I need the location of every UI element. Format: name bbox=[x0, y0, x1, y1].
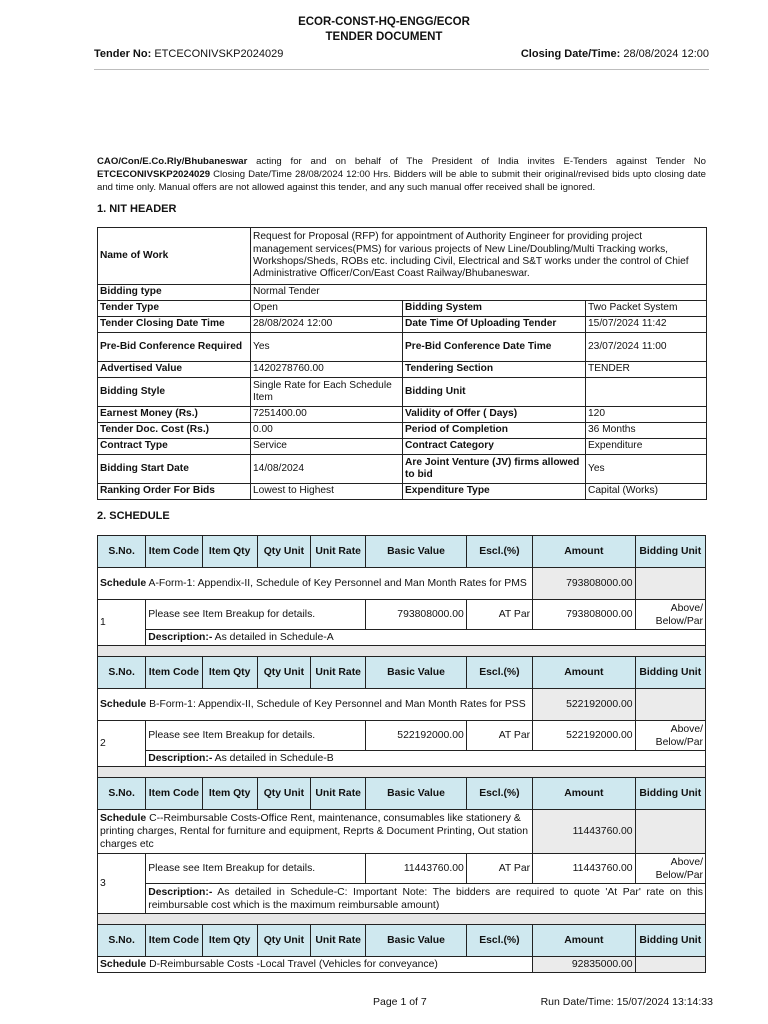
col-header: Escl.(%) bbox=[466, 536, 532, 568]
schedule-header-row bbox=[98, 925, 706, 957]
col-header: Amount bbox=[533, 536, 636, 568]
col-header: Amount bbox=[533, 778, 636, 810]
run-datetime: Run Date/Time: 15/07/2024 13:14:33 bbox=[540, 996, 713, 1008]
col-header: Bidding Unit bbox=[635, 536, 705, 568]
schedule-separator bbox=[98, 767, 706, 778]
amount: 522192000.00 bbox=[533, 721, 636, 751]
bidding-unit: Above/ Below/Par bbox=[635, 600, 705, 630]
nit-value: 28/08/2024 12:00 bbox=[251, 317, 403, 333]
nit-value: Lowest to Highest bbox=[251, 484, 403, 500]
col-header: Amount bbox=[533, 657, 636, 689]
nit-label: Bidding type bbox=[98, 285, 251, 301]
amount: 793808000.00 bbox=[533, 600, 636, 630]
nit-value: Capital (Works) bbox=[586, 484, 707, 500]
nit-value: 15/07/2024 11:42 bbox=[586, 317, 707, 333]
nit-row bbox=[98, 423, 707, 439]
nit-value: 36 Months bbox=[586, 423, 707, 439]
nit-label: Validity of Offer ( Days) bbox=[403, 407, 586, 423]
intro-tender-no: ETCECONIVSKP2024029 bbox=[97, 169, 211, 180]
nit-row bbox=[98, 407, 707, 423]
basic-value: 793808000.00 bbox=[366, 600, 466, 630]
schedule-title-row bbox=[98, 810, 706, 854]
schedule-title-row bbox=[98, 568, 706, 600]
col-header: Unit Rate bbox=[311, 536, 366, 568]
nit-label: Date Time Of Uploading Tender bbox=[403, 317, 586, 333]
nit-label: Period of Completion bbox=[403, 423, 586, 439]
schedule-title-text: C--Reimbursable Costs-Office Rent, maintenance, consumables like stationery & printing charges, Rental for furniture and equipment, Reprts & Document Printing, Out station charges etc bbox=[100, 813, 528, 850]
nit-label: Tender Type bbox=[98, 301, 251, 317]
nit-value: 0.00 bbox=[251, 423, 403, 439]
schedule-bidding-unit bbox=[635, 689, 705, 721]
nit-label: Tendering Section bbox=[403, 362, 586, 378]
section-heading-nit: 1. NIT HEADER bbox=[97, 203, 177, 215]
col-header: Item Code bbox=[146, 925, 202, 957]
col-header: Escl.(%) bbox=[466, 925, 532, 957]
col-header: Unit Rate bbox=[311, 657, 366, 689]
nit-row bbox=[98, 455, 707, 484]
schedule-bidding-unit bbox=[635, 568, 705, 600]
schedule-word: Schedule bbox=[100, 578, 147, 589]
nit-label: Contract Type bbox=[98, 439, 251, 455]
schedule-total: 793808000.00 bbox=[533, 568, 636, 600]
nit-label: Ranking Order For Bids bbox=[98, 484, 251, 500]
nit-row bbox=[98, 333, 707, 362]
item-text: Please see Item Breakup for details. bbox=[146, 600, 366, 630]
schedule-table bbox=[97, 535, 706, 973]
item-row bbox=[98, 721, 706, 751]
col-header: Escl.(%) bbox=[466, 778, 532, 810]
col-header: Qty Unit bbox=[257, 657, 310, 689]
schedule-title bbox=[98, 689, 533, 721]
basic-value: 11443760.00 bbox=[366, 854, 466, 884]
schedule-header-row bbox=[98, 778, 706, 810]
col-header: Qty Unit bbox=[257, 536, 310, 568]
col-header: Bidding Unit bbox=[635, 657, 705, 689]
schedule-title bbox=[98, 957, 533, 973]
col-header: Item Qty bbox=[202, 925, 257, 957]
description bbox=[146, 884, 706, 914]
nit-row bbox=[98, 484, 707, 500]
col-header: Amount bbox=[533, 925, 636, 957]
schedule-title bbox=[98, 568, 533, 600]
col-header: S.No. bbox=[98, 536, 146, 568]
col-header: Item Code bbox=[146, 778, 202, 810]
description-text: As detailed in Schedule-C: Important Note: The bidders are required to quote 'At Par' rate on this reimbursable cost which is the maximum reimbursable amount) bbox=[148, 886, 703, 911]
col-header: Bidding Unit bbox=[635, 925, 705, 957]
nit-label: Pre-Bid Conference Required bbox=[98, 333, 251, 362]
nit-value: Open bbox=[251, 301, 403, 317]
intro-paragraph bbox=[97, 155, 706, 194]
col-header: Unit Rate bbox=[311, 778, 366, 810]
schedule-total: 11443760.00 bbox=[533, 810, 636, 854]
item-text: Please see Item Breakup for details. bbox=[146, 854, 366, 884]
schedule-title bbox=[98, 810, 533, 854]
nit-row bbox=[98, 378, 707, 407]
col-header: Basic Value bbox=[366, 925, 466, 957]
nit-label: Bidding Style bbox=[98, 378, 251, 407]
schedule-separator bbox=[98, 646, 706, 657]
bidding-unit: Above/ Below/Par bbox=[635, 721, 705, 751]
schedule-word: Schedule bbox=[100, 699, 147, 710]
col-header: S.No. bbox=[98, 778, 146, 810]
nit-value: Normal Tender bbox=[251, 285, 707, 301]
nit-label: Bidding Start Date bbox=[98, 455, 251, 484]
description-label: Description:- bbox=[148, 753, 213, 764]
nit-row bbox=[98, 439, 707, 455]
schedule-word: Schedule bbox=[100, 813, 147, 824]
section-heading-schedule: 2. SCHEDULE bbox=[97, 510, 170, 522]
col-header: Qty Unit bbox=[257, 925, 310, 957]
schedule-title-text: D-Reimbursable Costs -Local Travel (Vehicles for conveyance) bbox=[149, 959, 438, 970]
tender-number-label: Tender No: bbox=[94, 48, 152, 60]
col-header: Basic Value bbox=[366, 536, 466, 568]
intro-issuer: CAO/Con/E.Co.Rly/Bhubaneswar bbox=[97, 156, 248, 167]
schedule-separator bbox=[98, 914, 706, 925]
serial-number: 1 bbox=[98, 600, 146, 646]
basic-value: 522192000.00 bbox=[366, 721, 466, 751]
closing-datetime-label: Closing Date/Time: bbox=[520, 48, 621, 60]
closing-datetime bbox=[521, 48, 709, 60]
col-header: Basic Value bbox=[366, 657, 466, 689]
schedule-title-text: A-Form-1: Appendix-II, Schedule of Key Personnel and Man Month Rates for PMS bbox=[148, 578, 527, 589]
nit-value: Expenditure bbox=[586, 439, 707, 455]
nit-label: Expenditure Type bbox=[403, 484, 586, 500]
col-header: S.No. bbox=[98, 657, 146, 689]
header-divider bbox=[94, 69, 709, 70]
description-label: Description:- bbox=[148, 632, 213, 643]
description-text: As detailed in Schedule-A bbox=[214, 632, 334, 643]
nit-row bbox=[98, 317, 707, 333]
nit-row bbox=[98, 362, 707, 378]
description-text: As detailed in Schedule-B bbox=[214, 753, 334, 764]
col-header: Bidding Unit bbox=[635, 778, 705, 810]
nit-value: Two Packet System bbox=[586, 301, 707, 317]
nit-row bbox=[98, 301, 707, 317]
serial-number: 2 bbox=[98, 721, 146, 767]
organization-header: ECOR-CONST-HQ-ENGG/ECOR bbox=[298, 16, 470, 28]
col-header: Item Qty bbox=[202, 657, 257, 689]
col-header: Item Qty bbox=[202, 778, 257, 810]
name-of-work-value: Request for Proposal (RFP) for appointment of Authority Engineer for providing project management services(PMS) for various projects of New Line/Doubling/Multi Tracking works, Workshops/Sheds, ROBs etc. including Civil, Electrical and S&T works under the control of Chief Administrative Officer/Con/East Coast Railway/Bhubaneswar. bbox=[251, 228, 707, 285]
nit-value: Service bbox=[251, 439, 403, 455]
tender-number-value: ETCECONIVSKP2024029 bbox=[154, 48, 284, 60]
nit-label: Tender Closing Date Time bbox=[98, 317, 251, 333]
name-of-work-label: Name of Work bbox=[98, 228, 251, 285]
schedule-header-row bbox=[98, 657, 706, 689]
nit-value: Yes bbox=[251, 333, 403, 362]
nit-value: 23/07/2024 11:00 bbox=[586, 333, 707, 362]
intro-text-2: Closing Date/Time 28/08/2024 12:00 Hrs. Bidders will be able to submit their original/revised bids upto closing date and time only. Manual offers are not allowed against this tender, and any such manual offer received shall be ignored. bbox=[97, 169, 706, 193]
col-header: S.No. bbox=[98, 925, 146, 957]
col-header: Unit Rate bbox=[311, 925, 366, 957]
description-row bbox=[98, 751, 706, 767]
col-header: Item Code bbox=[146, 536, 202, 568]
col-header: Item Qty bbox=[202, 536, 257, 568]
nit-label: Tender Doc. Cost (Rs.) bbox=[98, 423, 251, 439]
description bbox=[146, 751, 706, 767]
nit-label: Are Joint Venture (JV) firms allowed to bid bbox=[403, 455, 586, 484]
schedule-bidding-unit bbox=[635, 810, 705, 854]
col-header: Basic Value bbox=[366, 778, 466, 810]
nit-value: 120 bbox=[586, 407, 707, 423]
nit-value: Single Rate for Each Schedule Item bbox=[251, 378, 403, 407]
schedule-word: Schedule bbox=[100, 959, 147, 970]
schedule-title-row bbox=[98, 957, 706, 973]
nit-label: Pre-Bid Conference Date Time bbox=[403, 333, 586, 362]
serial-number: 3 bbox=[98, 854, 146, 914]
nit-label: Bidding Unit bbox=[403, 378, 586, 407]
item-row bbox=[98, 600, 706, 630]
description-row bbox=[98, 630, 706, 646]
description bbox=[146, 630, 706, 646]
description-row bbox=[98, 884, 706, 914]
intro-text-1: acting for and on behalf of The President of India invites E-Tenders against Tender No bbox=[256, 156, 706, 167]
item-row bbox=[98, 854, 706, 884]
col-header: Item Code bbox=[146, 657, 202, 689]
nit-label: Earnest Money (Rs.) bbox=[98, 407, 251, 423]
nit-value: Yes bbox=[586, 455, 707, 484]
escalation: AT Par bbox=[466, 854, 532, 884]
nit-label: Bidding System bbox=[403, 301, 586, 317]
tender-number bbox=[94, 48, 283, 60]
schedule-title-text: B-Form-1: Appendix-II, Schedule of Key Personnel and Man Month Rates for PSS bbox=[149, 699, 526, 710]
nit-label: Advertised Value bbox=[98, 362, 251, 378]
nit-value bbox=[586, 378, 707, 407]
nit-label: Contract Category bbox=[403, 439, 586, 455]
bidding-unit: Above/ Below/Par bbox=[635, 854, 705, 884]
closing-datetime-value: 28/08/2024 12:00 bbox=[623, 48, 709, 60]
nit-row bbox=[98, 285, 707, 301]
nit-value: 7251400.00 bbox=[251, 407, 403, 423]
col-header: Escl.(%) bbox=[466, 657, 532, 689]
schedule-total: 92835000.00 bbox=[533, 957, 636, 973]
page-number: Page 1 of 7 bbox=[373, 996, 427, 1008]
nit-value: 1420278760.00 bbox=[251, 362, 403, 378]
amount: 11443760.00 bbox=[533, 854, 636, 884]
nit-row bbox=[98, 228, 707, 285]
schedule-header-row bbox=[98, 536, 706, 568]
item-text: Please see Item Breakup for details. bbox=[146, 721, 366, 751]
nit-header-table bbox=[97, 227, 707, 500]
schedule-total: 522192000.00 bbox=[533, 689, 636, 721]
escalation: AT Par bbox=[466, 600, 532, 630]
escalation: AT Par bbox=[466, 721, 532, 751]
schedule-bidding-unit bbox=[635, 957, 705, 973]
col-header: Qty Unit bbox=[257, 778, 310, 810]
nit-value: 14/08/2024 bbox=[251, 455, 403, 484]
nit-value: TENDER bbox=[586, 362, 707, 378]
schedule-title-row bbox=[98, 689, 706, 721]
document-title: TENDER DOCUMENT bbox=[325, 31, 443, 43]
description-label: Description:- bbox=[148, 886, 213, 898]
